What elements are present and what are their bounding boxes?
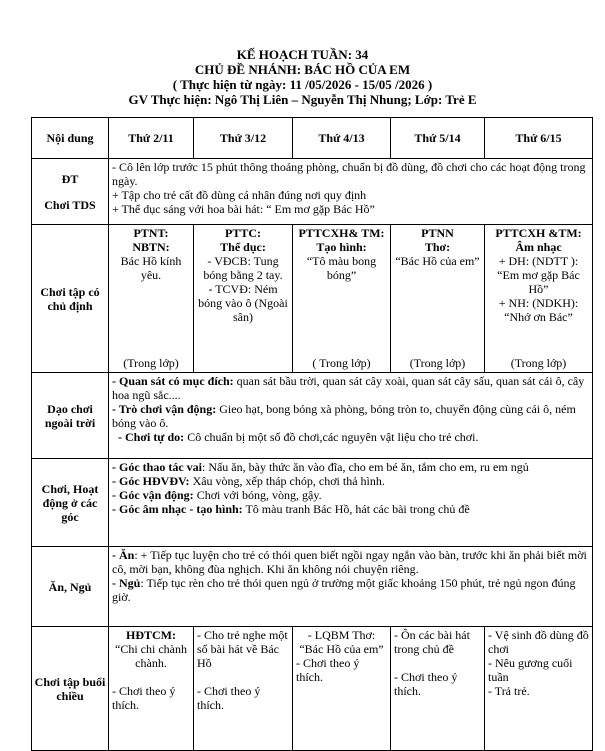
table-row bbox=[32, 225, 593, 373]
document-header bbox=[0, 0, 605, 107]
chieu-fri-line3: - Trả trẻ. bbox=[488, 684, 530, 698]
goc-item-text: Xâu vòng, xếp tháp chóp, chơi thả hình. bbox=[189, 474, 385, 488]
header-day-tue: Thứ 3/12 bbox=[194, 118, 293, 159]
an-item-label: - Ăn bbox=[112, 548, 135, 562]
teachers-line: GV Thực hiện: Ngô Thị Liên – Nguyễn Thị Nhung; Lớp: Trẻ E bbox=[128, 92, 477, 107]
table-header-row bbox=[32, 118, 593, 159]
goc-item bbox=[112, 502, 589, 516]
row-label-dt bbox=[32, 159, 109, 225]
row-label-dt-2: Chơi TDS bbox=[44, 197, 96, 212]
row-label-choi: Chơi tập có chủ định bbox=[32, 225, 109, 373]
cell-chieu-wed bbox=[293, 627, 391, 751]
header-day-mon: Thứ 2/11 bbox=[109, 118, 194, 159]
cell-chieu-mon bbox=[109, 627, 194, 751]
row-label-goc: Chơi, Hoạt động ở các góc bbox=[32, 459, 109, 547]
weekly-plan-table bbox=[31, 117, 593, 751]
header-content: Nội dung bbox=[32, 118, 109, 159]
chieu-thu-note: - Chơi theo ý thích. bbox=[394, 670, 458, 698]
dao-item-label: - Chơi tự do: bbox=[118, 430, 185, 444]
header-day-thu: Thứ 5/14 bbox=[391, 118, 485, 159]
goc-item bbox=[112, 474, 589, 488]
chieu-tue-body: - Cho trẻ nghe một số bài hát về Bác Hồ bbox=[197, 628, 288, 670]
row-label-an: Ăn, Ngủ bbox=[32, 547, 109, 627]
row-label-dao: Dạo chơi ngoài trời bbox=[32, 373, 109, 459]
choi-tue-body1: - VĐCB: Tung bóng bằng 2 tay. bbox=[203, 254, 283, 282]
row-label-chieu: Chơi tập buổi chiều bbox=[32, 627, 109, 751]
chieu-thu-body: - Ôn các bài hát trong chủ đề bbox=[394, 628, 470, 656]
date-range: ( Thực hiện từ ngày: 11 /05/2026 - 15/05 /2026 ) bbox=[172, 77, 433, 92]
dt-line: + Tập cho trẻ cất đồ dùng cá nhân đúng nơi quy định bbox=[112, 188, 367, 202]
choi-fri-head2: Âm nhạc bbox=[515, 240, 562, 254]
header-day-fri: Thứ 6/15 bbox=[485, 118, 593, 159]
choi-thu-body: “Bác Hồ của em” bbox=[395, 254, 480, 268]
choi-tue-head2: Thể dục: bbox=[220, 240, 266, 254]
row-goc-content bbox=[109, 459, 593, 547]
table-row bbox=[32, 373, 593, 459]
goc-item-text: : Nấu ăn, bày thức ăn vào đĩa, cho em bé ăn, tắm cho em, ru em ngủ bbox=[201, 460, 529, 474]
cell-choi-thu bbox=[391, 225, 485, 373]
table-row bbox=[32, 159, 593, 225]
choi-thu-head2: Thơ: bbox=[424, 240, 451, 254]
cell-choi-tue bbox=[194, 225, 293, 373]
chieu-tue-note: - Chơi theo ý thích. bbox=[197, 684, 261, 712]
theme-subtitle: CHỦ ĐỀ NHÁNH: BÁC HỒ CỦA EM bbox=[194, 62, 411, 77]
choi-mon-body: Bác Hồ kính yêu. bbox=[120, 254, 182, 282]
cell-chieu-tue bbox=[194, 627, 293, 751]
an-item bbox=[112, 548, 589, 576]
goc-item bbox=[112, 488, 589, 502]
row-an-content bbox=[109, 547, 593, 627]
an-item-text: : + Tiếp tục luyện cho trẻ có thói quen biết ngồi ngay ngắn vào bàn, trước khi ăn phải biết mời cô, mời bạn, không đùa nghịch. Khi ăn không nói chuyện riêng. bbox=[112, 548, 587, 576]
goc-item-label: - Góc âm nhạc - tạo hình: bbox=[112, 502, 243, 516]
chieu-fri-line2: - Nêu gương cuối tuần bbox=[488, 656, 573, 684]
goc-item-label: - Góc thao tác vai bbox=[112, 460, 202, 474]
choi-fri-note: (Trong lớp) bbox=[510, 356, 567, 370]
choi-mon-note: (Trong lớp) bbox=[123, 356, 179, 370]
choi-fri-body1: + DH: (NDTT ): “Em mơ gặp Bác Hồ” bbox=[497, 254, 580, 296]
cell-choi-fri bbox=[485, 225, 593, 373]
dao-item-text: Cô chuẩn bị một số đồ chơi,các nguyên vật liệu cho trẻ chơi. bbox=[184, 430, 479, 444]
choi-tue-head1: PTTC: bbox=[225, 226, 261, 240]
choi-wed-note: ( Trong lớp) bbox=[312, 356, 371, 370]
table-row bbox=[32, 627, 593, 751]
choi-fri-head1: PTTCXH &TM: bbox=[495, 226, 582, 240]
dao-item-label: - Quan sát có mục đích: bbox=[112, 374, 234, 388]
choi-tue-body2: - TCVĐ: Ném bóng vào ô (Ngoài sân) bbox=[198, 282, 288, 324]
choi-wed-body: “Tô màu bong bóng” bbox=[306, 254, 377, 282]
cell-choi-wed bbox=[293, 225, 391, 373]
dao-item-label: - Trò chơi vận động: bbox=[112, 402, 217, 416]
dao-item bbox=[112, 374, 589, 402]
goc-item bbox=[112, 460, 589, 474]
cell-chieu-thu bbox=[391, 627, 485, 751]
an-item-label: - Ngủ bbox=[112, 576, 141, 590]
dao-item-text: quan sát bầu trời, quan sát cây xoài, quan sát cây sấu, quan sát cái ô, cây hoa ngũ sắc.... bbox=[112, 374, 585, 402]
plan-title: KẾ HOẠCH TUẦN: 34 bbox=[236, 47, 369, 62]
goc-item-label: - Góc vận động: bbox=[112, 488, 194, 502]
chieu-mon-note: - Chơi theo ý thích. bbox=[112, 684, 176, 712]
row-label-dt-1: ĐT bbox=[61, 171, 79, 186]
choi-mon-head1: PTNT: bbox=[133, 226, 169, 240]
table-row bbox=[32, 547, 593, 627]
dt-line: + Thể dục sáng với hoa bài hát: “ Em mơ gặp Bác Hồ” bbox=[112, 202, 375, 216]
row-dao-content bbox=[109, 373, 593, 459]
dao-item bbox=[112, 402, 589, 430]
an-item bbox=[112, 576, 589, 604]
header-day-wed: Thứ 4/13 bbox=[293, 118, 391, 159]
chieu-wed-body: - LQBM Thơ: “Bác Hồ của em” bbox=[299, 628, 384, 656]
chieu-wed-note: - Chơi theo ý thích. bbox=[296, 656, 360, 684]
cell-choi-mon bbox=[109, 225, 194, 373]
dt-line: - Cô lên lớp trước 15 phút thông thoáng phòng, chuẩn bị đồ dùng, đồ chơi cho các hoạt động trong ngày. bbox=[112, 160, 586, 188]
table-row bbox=[32, 459, 593, 547]
cell-chieu-fri bbox=[485, 627, 593, 751]
dao-item-text: Gieo hạt, bong bóng xà phòng, bóng tròn to, chuyển động cùng cái ô, ném bóng vào ô. bbox=[112, 402, 576, 430]
goc-item-label: - Góc HĐVĐV: bbox=[112, 474, 190, 488]
an-item-text: : Tiếp tục rèn cho trẻ thói quen ngủ ở trường một giấc khoảng 150 phút, trẻ ngủ ngon đúng giờ. bbox=[112, 576, 576, 604]
goc-item-text: Tô màu tranh Bác Hồ, hát các bài trong chủ đề bbox=[242, 502, 470, 516]
chieu-fri-line1: - Vệ sinh đồ dùng đồ chơi bbox=[488, 628, 589, 656]
row-dt-content bbox=[109, 159, 593, 225]
goc-item-text: Chơi với bóng, vòng, gậy. bbox=[193, 488, 322, 502]
choi-fri-body2: + NH: (NDKH): “Nhớ ơn Bác” bbox=[498, 296, 579, 324]
dao-item bbox=[112, 430, 589, 444]
choi-thu-head1: PTNN bbox=[421, 226, 454, 240]
choi-wed-head2: Tạo hình: bbox=[316, 240, 367, 254]
choi-thu-note: (Trong lớp) bbox=[409, 356, 466, 370]
chieu-mon-body: “Chi chi chành chành. bbox=[115, 642, 187, 670]
choi-wed-head1: PTTCXH& TM: bbox=[298, 226, 385, 240]
chieu-mon-head: HĐTCM: bbox=[126, 628, 176, 642]
choi-mon-head2: NBTN: bbox=[132, 240, 170, 254]
